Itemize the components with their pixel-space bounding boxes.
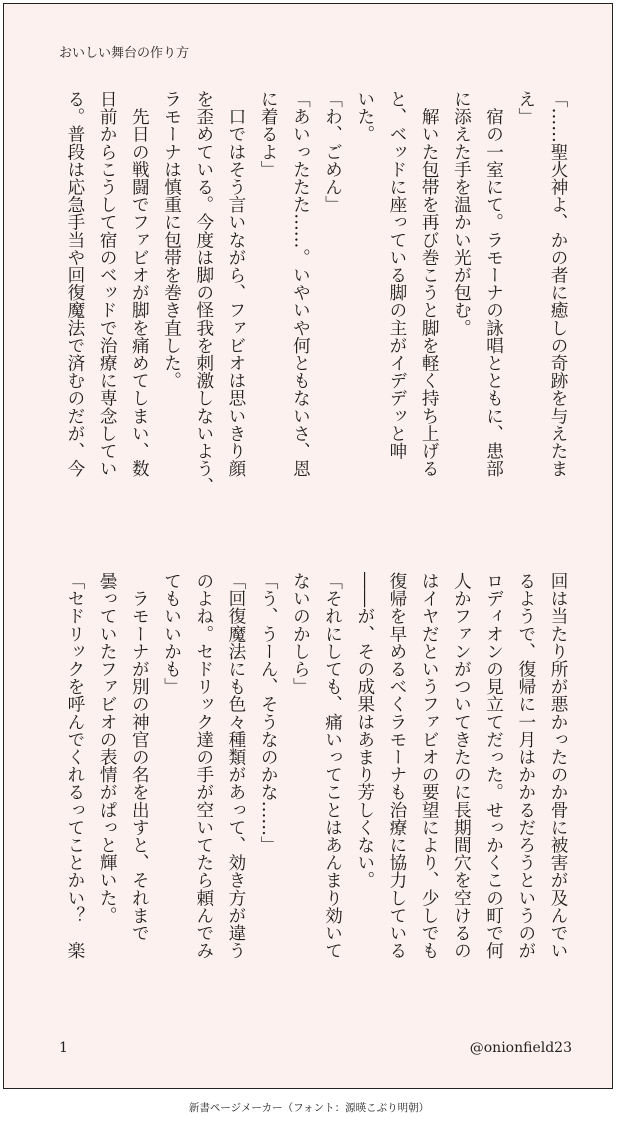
text-line: に添えた手を温かい光が包む。 <box>451 90 472 337</box>
text-line: 口ではそう言いながら、ファビオは思いきり顔 <box>225 90 246 478</box>
text-line: 先日の戦闘でファビオが脚を痛めてしまい、数 <box>129 90 150 478</box>
page-title: おいしい舞台の作り方 <box>59 46 190 61</box>
text-line: いた。 <box>354 90 375 143</box>
text-line: ラモーナは慎重に包帯を巻き直した。 <box>161 90 182 390</box>
text-line: 解いた包帯を再び巻こうと脚を軽く持ち上げる <box>419 90 440 478</box>
text-line: 「あいったたた……。いやいや何ともないさ、恩 <box>290 90 311 478</box>
text-line: 復帰を早めるべくラモーナも治療に協力している <box>386 572 407 960</box>
text-line: ラモーナが別の神官の名を出すと、それまで <box>129 572 150 942</box>
author-handle: @onionfield23 <box>469 1040 572 1056</box>
text-line: 「回復魔法にも色々種類があって、効き方が違う <box>225 572 246 960</box>
text-line: 「わ、ごめん」 <box>322 90 343 214</box>
text-line: てもいいかも」 <box>161 572 182 696</box>
text-line: 「う、うーん、そうなのかな……」 <box>258 572 279 854</box>
text-line: ないのかしら」 <box>290 572 311 696</box>
generator-credit: 新書ページメーカー（フォント：源暎こぶり明朝） <box>188 1102 430 1114</box>
book-page <box>3 3 613 1089</box>
text-line: はイヤだというファビオの要望により、少しでも <box>419 572 440 960</box>
text-line: 「それにしても、痛いってことはあんまり効いて <box>322 572 343 960</box>
text-block-top <box>54 90 574 550</box>
text-line: 「セドリックを呼んでくれるってことかい？ 楽 <box>64 572 85 960</box>
text-line: 日前からこうして宿のベッドで治療に専念してい <box>97 90 118 478</box>
text-line: のよね。セドリック達の手が空いてたら頼んでみ <box>193 572 214 960</box>
text-line: 回は当たり所が悪かったのか骨に被害が及んでい <box>548 572 568 960</box>
text-line: と、ベッドに座っている脚の主がイデデッと呻 <box>386 90 407 460</box>
text-block-bottom <box>54 572 574 1032</box>
text-line: る。普段は応急手当や回復魔法で済むのだが、今 <box>64 90 85 478</box>
text-line: 「……聖火神よ、かの者に癒しの奇跡を与えたま <box>548 90 568 478</box>
text-line: ロディオンの見立てだった。せっかくこの町で何 <box>483 572 504 960</box>
text-line: え」 <box>515 90 536 126</box>
text-line: ――が、その成果はあまり芳しくない。 <box>354 572 375 889</box>
text-line: 人かファンがついてきたのに長期間穴を空けるの <box>451 572 472 960</box>
text-line: を歪めている。今度は脚の怪我を刺激しないよう、 <box>193 90 214 495</box>
text-line: 宿の一室にて。ラモーナの詠唱とともに、患部 <box>483 90 504 478</box>
text-line: に着るよ」 <box>258 90 279 178</box>
page-number: 1 <box>59 1040 68 1056</box>
text-line: るようで、復帰に一月はかかるだろうというのが <box>515 572 536 960</box>
text-line: 曇っていたファビオの表情がぱっと輝いた。 <box>97 572 118 924</box>
